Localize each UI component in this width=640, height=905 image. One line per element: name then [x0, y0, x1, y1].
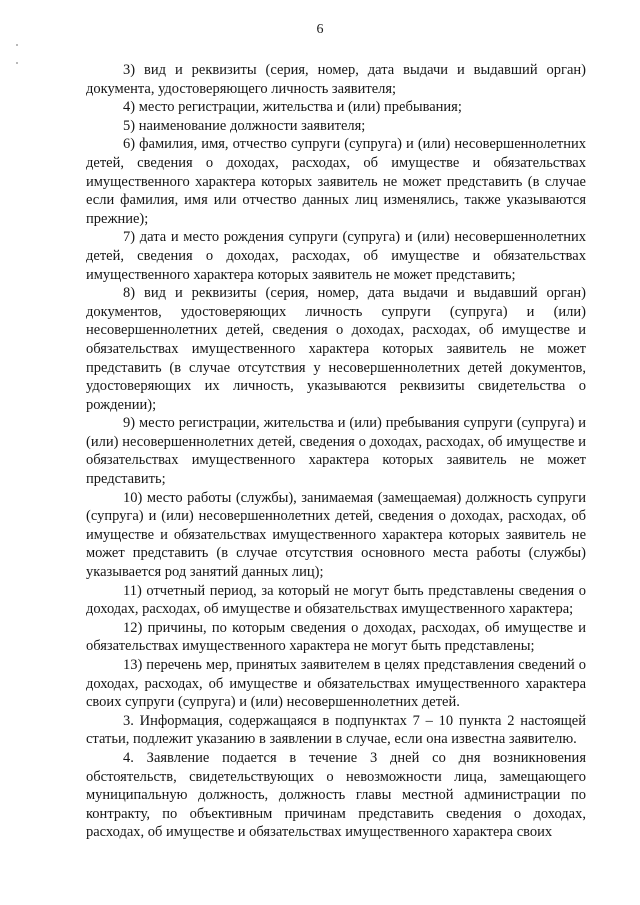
scan-margin-dot	[16, 44, 18, 46]
paragraph-item-7: 7) дата и место рождения супруги (супруга) и (или) несовершеннолетних детей, сведения о доходах, расходах, об имуществе и обязательствах имущественного характера которых заявитель не может представить;	[86, 229, 586, 283]
page-number: 6	[316, 22, 324, 37]
paragraph-item-3: 3) вид и реквизиты (серия, номер, дата выдачи и выдавший орган) документа, удостоверяющего личность заявителя;	[86, 62, 586, 97]
document-body	[86, 61, 586, 842]
paragraph-item-4: 4) место регистрации, жительства и (или) пребывания;	[123, 99, 462, 116]
paragraph-item-9: 9) место регистрации, жительства и (или) пребывания супруги (супруга) и (или) несовершеннолетних детей, сведения о доходах, расходах, об имуществе и обязательствах имущественного характера которых заявитель не может представить;	[86, 415, 586, 488]
paragraph-item-12: 12) причины, по которым сведения о доходах, расходах, об имуществе и обязательствах имущественного характера не могут быть представлены;	[86, 619, 586, 655]
paragraph-section-4: 4. Заявление подается в течение 3 дней со дня возникновения обстоятельств, свидетельствующих о невозможности лица, замещающего муниципальную должность, должность главы местной администрации по контракту, по объективным причинам представить сведения о доходах, расходах, об имуществе и обязательствах имущественного характера своих	[86, 749, 586, 841]
paragraph-item-8: 8) вид и реквизиты (серия, номер, дата выдачи и выдавший орган) документов, удостоверяющих личность супруги (супруга) и (или) несовершеннолетних детей, сведения о доходах, расходах, об имуществе и обязательствах имущественного характера которых заявитель не может представить (в случае отсутствия у несовершеннолетних детей документов, удостоверяющих их личность, указываются реквизиты свидетельства о рождении);	[86, 285, 586, 413]
paragraph-section-3: 3. Информация, содержащаяся в подпунктах 7 – 10 пункта 2 настоящей статьи, подлежит указанию в заявлении в случае, если она известна заявителю.	[86, 712, 586, 748]
scan-margin-dot	[16, 62, 18, 64]
paragraph-item-11: 11) отчетный период, за который не могут быть представлены сведения о доходах, расходах, об имуществе и обязательствах имущественного характера;	[86, 582, 586, 618]
paragraph-item-10: 10) место работы (службы), занимаемая (замещаемая) должность супруги (супруга) и (или) несовершеннолетних детей, сведения о доходах, расходах, об имуществе и обязательствах имущественного характера которых заявитель не может представить (в случае отсутствия основного места работы (службы) указывается род занятий данных лиц);	[86, 489, 586, 581]
paragraph-item-5: 5) наименование должности заявителя;	[123, 117, 366, 134]
paragraph-item-6: 6) фамилия, имя, отчество супруги (супруга) и (или) несовершеннолетних детей, сведения о доходах, расходах, об имуществе и обязательствах имущественного характера которых заявитель не может представить (в случае если фамилия, имя или отчество данных лиц изменялись, также указываются прежние);	[86, 136, 586, 227]
paragraph-item-13: 13) перечень мер, принятых заявителем в целях представления сведений о доходах, расходах, об имуществе и обязательствах имущественного характера своих супруги (супруга) и (или) несовершеннолетних детей.	[86, 657, 586, 711]
